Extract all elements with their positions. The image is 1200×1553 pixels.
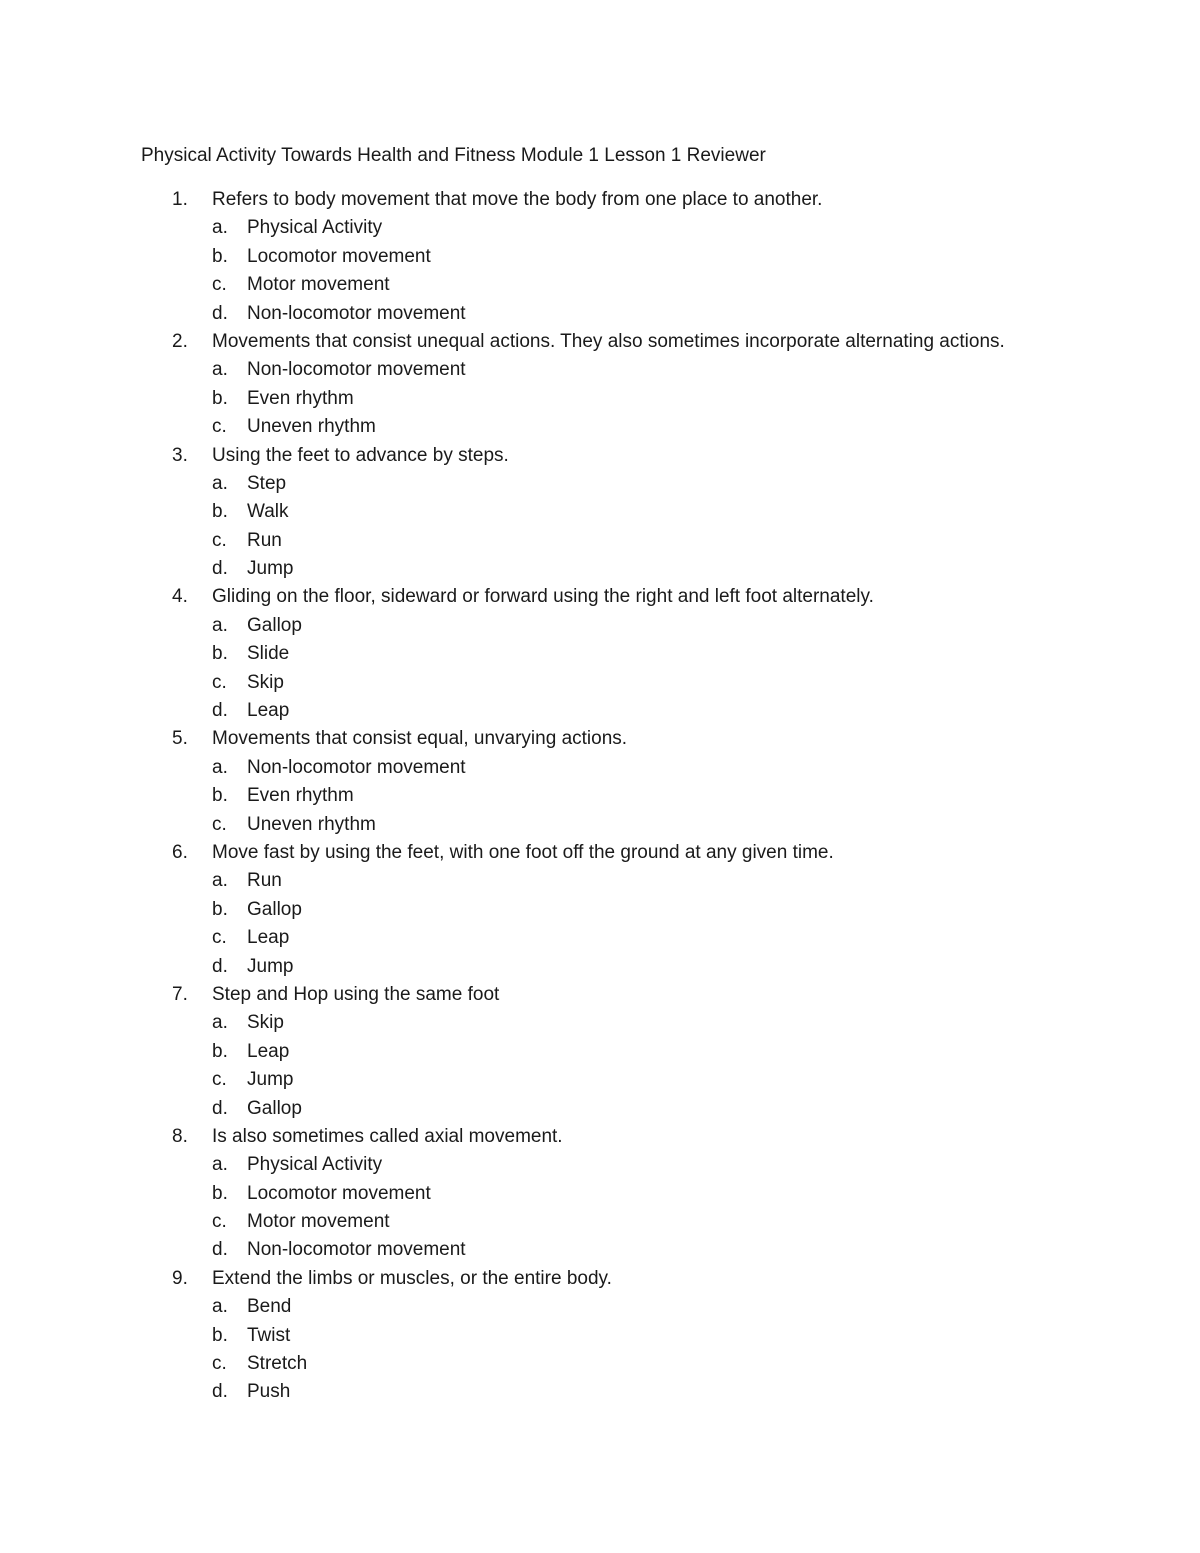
option-letter: b. bbox=[212, 387, 228, 409]
question-item bbox=[0, 442, 1200, 584]
option-letter: d. bbox=[212, 1381, 228, 1403]
answer-option bbox=[0, 555, 1200, 583]
question-text: Refers to body movement that move the body from one place to another. bbox=[212, 189, 823, 210]
answer-option bbox=[0, 1151, 1200, 1179]
answer-option bbox=[0, 754, 1200, 782]
option-text: Leap bbox=[247, 1040, 290, 1062]
option-text: Gallop bbox=[247, 1097, 302, 1119]
option-text: Skip bbox=[247, 671, 284, 693]
question-row bbox=[0, 328, 1200, 356]
question-number: 1. bbox=[172, 189, 188, 210]
option-text: Motor movement bbox=[247, 274, 390, 296]
option-text: Even rhythm bbox=[247, 387, 354, 409]
answer-option bbox=[0, 1066, 1200, 1094]
question-number: 4. bbox=[172, 586, 188, 608]
option-letter: d. bbox=[212, 558, 228, 580]
answer-option bbox=[0, 782, 1200, 810]
option-text: Push bbox=[247, 1381, 291, 1403]
option-text: Non-locomotor movement bbox=[247, 756, 466, 778]
option-text: Stretch bbox=[247, 1353, 308, 1375]
question-text: Move fast by using the feet, with one foot off the ground at any given time. bbox=[212, 841, 834, 863]
answer-option bbox=[0, 300, 1200, 328]
option-text: Non-locomotor movement bbox=[247, 302, 466, 324]
answer-option bbox=[0, 924, 1200, 952]
option-text: Skip bbox=[247, 1012, 284, 1034]
option-text: Walk bbox=[247, 501, 289, 523]
question-item bbox=[0, 839, 1200, 981]
question-row bbox=[0, 725, 1200, 753]
option-text: Non-locomotor movement bbox=[247, 359, 466, 381]
question-row bbox=[0, 186, 1200, 214]
option-letter: c. bbox=[212, 1211, 227, 1233]
answer-option bbox=[0, 413, 1200, 441]
answer-option bbox=[0, 527, 1200, 555]
option-letter: c. bbox=[212, 416, 227, 438]
option-letter: b. bbox=[212, 898, 228, 920]
question-text: Gliding on the floor, sideward or forward using the right and left foot alternately. bbox=[212, 586, 874, 608]
question-item bbox=[0, 328, 1200, 442]
option-letter: d. bbox=[212, 302, 228, 324]
answer-option bbox=[0, 1293, 1200, 1321]
question-number: 6. bbox=[172, 841, 188, 863]
question-list bbox=[0, 186, 1200, 1407]
option-letter: c. bbox=[212, 813, 227, 835]
question-text: Step and Hop using the same foot bbox=[212, 983, 500, 1005]
option-text: Slide bbox=[247, 643, 290, 665]
answer-option bbox=[0, 1038, 1200, 1066]
option-text: Jump bbox=[247, 558, 294, 580]
option-letter: c. bbox=[212, 529, 227, 551]
option-letter: a. bbox=[212, 359, 228, 381]
answer-option bbox=[0, 612, 1200, 640]
answer-option bbox=[0, 811, 1200, 839]
option-letter: b. bbox=[212, 1040, 228, 1062]
answer-option bbox=[0, 498, 1200, 526]
answer-option bbox=[0, 1236, 1200, 1264]
option-text: Run bbox=[247, 870, 282, 892]
answer-option bbox=[0, 1350, 1200, 1378]
option-text: Gallop bbox=[247, 898, 302, 920]
option-letter: c. bbox=[212, 1353, 227, 1375]
question-number: 2. bbox=[172, 330, 188, 352]
option-text: Physical Activity bbox=[247, 1154, 383, 1176]
answer-option bbox=[0, 896, 1200, 924]
option-letter: c. bbox=[212, 1069, 227, 1091]
question-row bbox=[0, 839, 1200, 867]
option-letter: b. bbox=[212, 643, 228, 665]
option-text: Locomotor movement bbox=[247, 245, 431, 267]
answer-option bbox=[0, 640, 1200, 668]
question-item bbox=[0, 186, 1200, 328]
question-number: 9. bbox=[172, 1267, 188, 1289]
question-row bbox=[0, 442, 1200, 470]
question-row bbox=[0, 1123, 1200, 1151]
option-text: Leap bbox=[247, 700, 290, 722]
answer-option bbox=[0, 1009, 1200, 1037]
option-text: Jump bbox=[247, 1069, 294, 1091]
option-text: Locomotor movement bbox=[247, 1182, 431, 1204]
option-letter: c. bbox=[212, 274, 227, 296]
option-letter: d. bbox=[212, 1097, 228, 1119]
option-text: Physical Activity bbox=[247, 217, 383, 239]
question-number: 7. bbox=[172, 983, 188, 1005]
option-letter: d. bbox=[212, 1239, 228, 1261]
answer-option bbox=[0, 953, 1200, 981]
option-letter: d. bbox=[212, 955, 228, 977]
option-text: Even rhythm bbox=[247, 785, 354, 807]
option-letter: b. bbox=[212, 1182, 228, 1204]
option-text: Gallop bbox=[247, 614, 302, 636]
answer-option bbox=[0, 697, 1200, 725]
option-letter: a. bbox=[212, 870, 228, 892]
question-text: Extend the limbs or muscles, or the entire body. bbox=[212, 1267, 612, 1289]
question-text: Movements that consist equal, unvarying actions. bbox=[212, 728, 628, 750]
option-letter: b. bbox=[212, 501, 228, 523]
question-text: Movements that consist unequal actions. They also sometimes incorporate alternating actions. bbox=[212, 330, 1005, 352]
option-text: Twist bbox=[247, 1324, 291, 1346]
option-letter: a. bbox=[212, 1012, 228, 1034]
question-text: Is also sometimes called axial movement. bbox=[212, 1125, 563, 1147]
option-text: Motor movement bbox=[247, 1211, 390, 1233]
option-text: Non-locomotor movement bbox=[247, 1239, 466, 1261]
option-letter: b. bbox=[212, 245, 228, 267]
option-text: Jump bbox=[247, 955, 294, 977]
document-title: Physical Activity Towards Health and Fitness Module 1 Lesson 1 Reviewer bbox=[141, 145, 766, 166]
option-letter: c. bbox=[212, 927, 227, 949]
question-item bbox=[0, 725, 1200, 839]
answer-option bbox=[0, 1322, 1200, 1350]
answer-option bbox=[0, 385, 1200, 413]
option-letter: a. bbox=[212, 1296, 228, 1318]
answer-option bbox=[0, 669, 1200, 697]
answer-option bbox=[0, 214, 1200, 242]
answer-option bbox=[0, 470, 1200, 498]
option-letter: a. bbox=[212, 217, 228, 239]
answer-option bbox=[0, 356, 1200, 384]
question-text: Using the feet to advance by steps. bbox=[212, 444, 509, 466]
question-number: 3. bbox=[172, 444, 188, 466]
question-number: 8. bbox=[172, 1125, 188, 1147]
question-row bbox=[0, 981, 1200, 1009]
answer-option bbox=[0, 271, 1200, 299]
option-letter: c. bbox=[212, 671, 227, 693]
option-text: Bend bbox=[247, 1296, 292, 1318]
answer-option bbox=[0, 867, 1200, 895]
question-number: 5. bbox=[172, 728, 188, 750]
option-letter: a. bbox=[212, 472, 228, 494]
question-item bbox=[0, 981, 1200, 1123]
option-letter: b. bbox=[212, 1324, 228, 1346]
option-letter: b. bbox=[212, 785, 228, 807]
answer-option bbox=[0, 1095, 1200, 1123]
question-row bbox=[0, 583, 1200, 611]
option-letter: a. bbox=[212, 614, 228, 636]
answer-option bbox=[0, 1208, 1200, 1236]
answer-option bbox=[0, 243, 1200, 271]
question-item bbox=[0, 1265, 1200, 1407]
option-letter: a. bbox=[212, 756, 228, 778]
option-text: Run bbox=[247, 529, 282, 551]
question-item bbox=[0, 1123, 1200, 1265]
option-letter: a. bbox=[212, 1154, 228, 1176]
option-text: Uneven rhythm bbox=[247, 416, 376, 438]
question-item bbox=[0, 583, 1200, 725]
option-text: Step bbox=[247, 472, 287, 494]
option-text: Leap bbox=[247, 927, 290, 949]
answer-option bbox=[0, 1378, 1200, 1406]
answer-option bbox=[0, 1180, 1200, 1208]
question-row bbox=[0, 1265, 1200, 1293]
option-text: Uneven rhythm bbox=[247, 813, 376, 835]
option-letter: d. bbox=[212, 700, 228, 722]
